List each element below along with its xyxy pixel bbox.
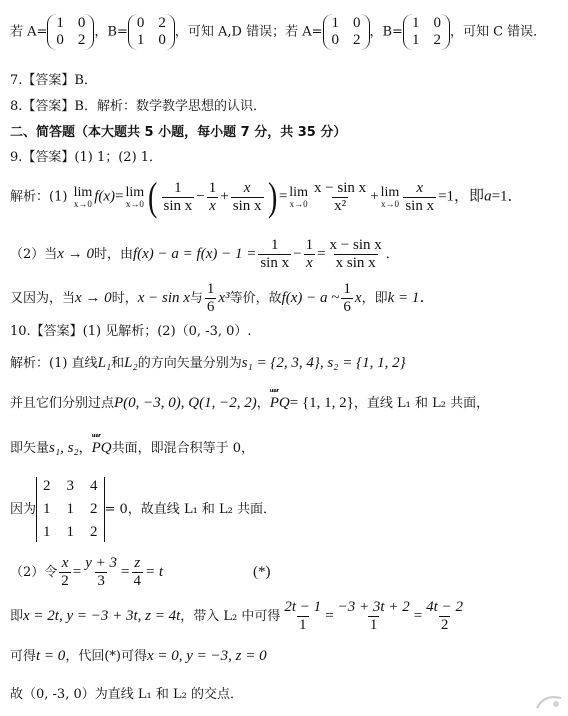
solution-10-result: 可得t = 0，代回(*)可得x = 0, y = −3, z = 0 — [10, 648, 267, 664]
solution-10-points: 并且它们分别过点P(0, −3, 0), Q(1, −2, 2)，uuur PQ= {1, 1, 2}，直线 L₁ 和 L₂ 共面， — [10, 396, 489, 411]
limit-symbol: lim x→0 — [73, 184, 93, 209]
answer-10: 10.【答案】(1) 见解析；(2)（0, -3, 0）. — [10, 324, 252, 339]
matrix-b-1: 0 2 1 0 — [128, 14, 175, 50]
solution-10-part2-param: （2）令 $\frac{x}{2}$ = $\frac{y + 3}{3}$ = $\frac{z}{4}$ = t (*) — [10, 555, 271, 589]
answer-9: 9.【答案】(1) 1；(2) 1． — [10, 150, 163, 165]
solution-10-coplanar: 即矢量s₁, s₂，uuur PQ共面，即混合积等于 0， — [10, 441, 254, 456]
matrix-b-2: 1 0 1 2 — [403, 14, 450, 50]
solution-9-part2: （2）当x → 0时，由f(x) − a = f(x) − 1 = $\frac{1}{\text{sin x}}$ − $\frac{1}{x}$ = $\frac{\text{x − sin x}}{\text{x sin x}}$ ． — [10, 237, 399, 271]
solution-10-determinant: 因为 2 3 4 1 1 2 1 1 2 = 0，故直线 L₁ 和 L₂ 共面． — [10, 478, 277, 540]
solution-10-substitution: 即x = 2t, y = −3 + 3t, z = 4t，带入 L₂ 中可得 $\frac{2t - 1}{1}$ = $\frac{-3 + 3t + 2}{1}$ = $\frac{4t - 2}{2}$ — [10, 599, 463, 633]
answer-8: 8.【答案】B．解析：数学教学思想的认识． — [10, 99, 266, 114]
vector-pq: uuur PQ — [270, 396, 290, 411]
determinant-matrix: 2 3 4 1 1 2 1 1 2 — [36, 477, 105, 542]
answer-7: 7.【答案】B． — [10, 73, 97, 88]
solution-9-part1: 解析：(1) lim x→0 f(x)= lim x→0 ( $\frac{1}{\text{sin x}}$ − $\frac{1}{x}$ + $\frac{x}{\text{sin x}}$ ) = lim x→0 $\frac{\text{x − sin x}}{\text{x²}}$ + lim x→0 $\frac{x}{\text{sin x}}$ =1，即a=1． — [10, 174, 523, 219]
solution-10-vectors: 解析：(1) 直线L₁和L₂的方向矢量分别为s₁ = {2, 3, 4}, s₂ = {1, 1, 2} — [10, 355, 406, 371]
limit-symbol: lim x→0 — [125, 184, 145, 209]
solution-9-equivalence: 又因为，当x → 0时，x − sin x与 $\frac{1}{6}$ x³等价，故f(x) − a ~ $\frac{1}{6}$ x，即k = 1． — [10, 281, 435, 315]
watermark-icon — [534, 692, 564, 712]
solution-10-conclusion: 故（0, -3, 0）为直线 L₁ 和 L₂ 的交点． — [10, 687, 243, 702]
matrix-a-1: 1 0 0 2 — [47, 14, 94, 50]
matrix-a-2: 1 0 0 2 — [323, 14, 370, 50]
matrix-condition-line: 若 A= 1 0 0 2 ，B= 0 2 1 0 ，可知 A,D 错误；若 A= 1 0 0 2 ，B= 1 0 1 2 ，可知 C 错误． — [10, 15, 547, 48]
section-heading: 二、简答题（本大题共 5 小题，每小题 7 分，共 35 分） — [10, 125, 347, 140]
vector-pq: uuur PQ — [92, 441, 112, 456]
